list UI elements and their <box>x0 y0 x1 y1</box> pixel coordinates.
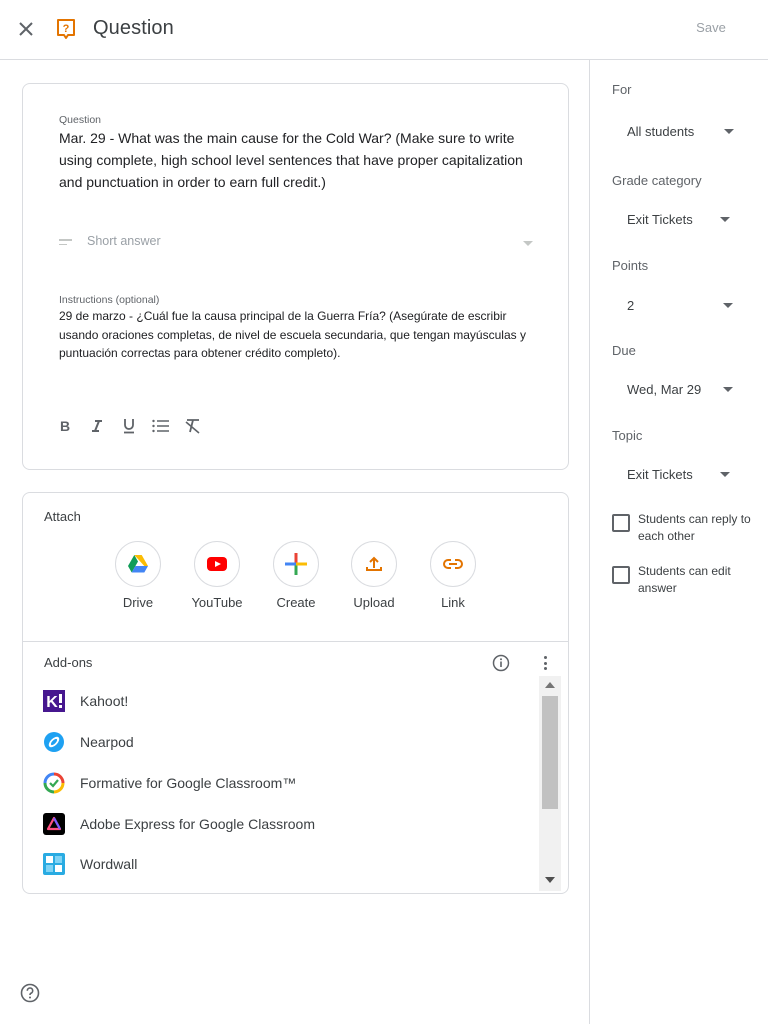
attach-create-button[interactable] <box>256 541 336 610</box>
svg-text:K: K <box>46 694 58 711</box>
addon-name: Formative for Google Classroom™ <box>80 775 297 791</box>
bold-icon <box>58 419 72 433</box>
wordwall-icon <box>43 853 65 875</box>
topic-value: Exit Tickets <box>627 466 693 482</box>
attach-upload-button[interactable] <box>334 541 414 610</box>
youtube-icon <box>206 556 228 572</box>
points-dropdown[interactable] <box>612 290 742 320</box>
close-button[interactable] <box>14 17 38 41</box>
more-vert-icon <box>544 656 547 659</box>
addon-name: Wordwall <box>80 856 138 872</box>
svg-text:?: ? <box>62 23 70 35</box>
italic-button[interactable] <box>81 414 113 438</box>
google-drive-icon <box>127 554 149 574</box>
addon-formative[interactable] <box>43 768 533 798</box>
question-text-field[interactable]: Mar. 29 - What was the main cause for the Cold War? (Make sure to write using complete, high school level sentences that have proper capitalization and punctuation in order to earn full credit.) <box>59 130 523 190</box>
attach-card <box>22 492 569 894</box>
attach-drive-button[interactable] <box>98 541 178 610</box>
scroll-up-arrow[interactable] <box>545 682 555 688</box>
addon-kahoot[interactable] <box>43 686 533 716</box>
students-can-edit-checkbox[interactable] <box>612 563 762 597</box>
scroll-down-arrow[interactable] <box>545 877 555 883</box>
addon-nearpod[interactable] <box>43 727 533 757</box>
clear-formatting-icon <box>184 418 202 434</box>
for-label: For <box>612 82 632 97</box>
page-title: Question <box>93 17 174 39</box>
question-type-dropdown[interactable] <box>59 232 533 254</box>
bold-button[interactable] <box>49 414 81 438</box>
attach-link-label: Link <box>441 595 465 610</box>
italic-icon <box>90 419 104 433</box>
link-icon <box>443 558 463 570</box>
chevron-down-icon <box>720 217 730 222</box>
underline-button[interactable] <box>113 414 145 438</box>
save-button[interactable]: Save <box>696 20 726 35</box>
students-can-reply-label: Students can reply to each other <box>638 512 751 543</box>
bulleted-list-icon <box>152 419 170 433</box>
clear-formatting-button[interactable] <box>177 414 209 438</box>
attach-youtube-button[interactable] <box>177 541 257 610</box>
svg-text:B: B <box>59 419 71 433</box>
attach-upload-label: Upload <box>353 595 395 610</box>
grade-category-dropdown[interactable] <box>612 204 742 234</box>
addons-more-button[interactable] <box>535 653 555 673</box>
for-value: All students <box>627 123 695 139</box>
addons-heading: Add-ons <box>44 655 93 670</box>
attach-create-label: Create <box>276 595 316 610</box>
kahoot-icon <box>43 690 65 712</box>
chevron-down-icon <box>723 303 733 308</box>
attach-heading: Attach <box>44 509 81 524</box>
info-icon <box>492 654 510 672</box>
attach-drive-label: Drive <box>122 595 154 610</box>
scroll-thumb[interactable] <box>542 696 558 809</box>
students-can-reply-checkbox[interactable] <box>612 511 762 545</box>
checkbox-box[interactable] <box>612 514 630 532</box>
grade-category-label: Grade category <box>612 173 702 188</box>
chevron-down-icon <box>723 387 733 392</box>
instructions-field[interactable]: 29 de marzo - ¿Cuál fue la causa principal de la Guerra Fría? (Asegúrate de escribir usando oraciones completas, de nivel de escuela secundaria, que tengan mayúsculas y puntuación correctas para obtener crédito completo). <box>59 309 526 360</box>
instructions-label: Instructions (optional) <box>59 294 160 306</box>
topic-dropdown[interactable] <box>612 459 742 489</box>
addon-name: Kahoot! <box>80 693 129 709</box>
nearpod-icon <box>43 731 65 753</box>
bulleted-list-button[interactable] <box>145 414 177 438</box>
addons-info-button[interactable] <box>491 653 511 673</box>
addon-wordwall[interactable] <box>43 849 533 879</box>
section-divider <box>23 641 569 642</box>
addon-name: Adobe Express for Google Classroom <box>80 816 315 832</box>
due-label: Due <box>612 343 636 358</box>
points-label: Points <box>612 258 649 273</box>
addon-adobe-express[interactable] <box>43 809 533 839</box>
chevron-down-icon <box>523 241 533 246</box>
formative-icon <box>43 772 65 794</box>
checkbox-box[interactable] <box>612 566 630 584</box>
for-dropdown[interactable] <box>612 116 742 146</box>
question-icon <box>55 18 77 40</box>
underline-icon <box>122 418 136 434</box>
settings-sidebar <box>589 60 768 1024</box>
due-value: Wed, Mar 29 <box>627 381 702 397</box>
help-button[interactable] <box>19 982 41 1004</box>
chevron-down-icon <box>720 472 730 477</box>
upload-icon <box>365 555 383 573</box>
formatting-toolbar <box>49 414 209 438</box>
question-type-value: Short answer <box>87 234 161 248</box>
due-dropdown[interactable] <box>612 374 742 404</box>
addon-name: Nearpod <box>80 734 134 750</box>
top-bar <box>0 0 768 60</box>
chevron-down-icon <box>724 129 734 134</box>
plus-icon <box>284 552 308 576</box>
grade-category-value: Exit Tickets <box>627 211 693 227</box>
help-icon <box>19 982 41 1004</box>
attach-link-button[interactable] <box>413 541 493 610</box>
short-answer-icon <box>59 239 72 248</box>
adobe-express-icon <box>43 813 65 835</box>
students-can-edit-label: Students can edit answer <box>638 564 731 595</box>
question-label: Question <box>59 114 102 126</box>
question-card <box>22 83 569 470</box>
addons-scrollbar[interactable] <box>539 676 561 891</box>
close-icon <box>18 21 34 37</box>
points-value: 2 <box>627 297 635 313</box>
topic-label: Topic <box>612 428 643 443</box>
attach-youtube-label: YouTube <box>191 595 243 610</box>
